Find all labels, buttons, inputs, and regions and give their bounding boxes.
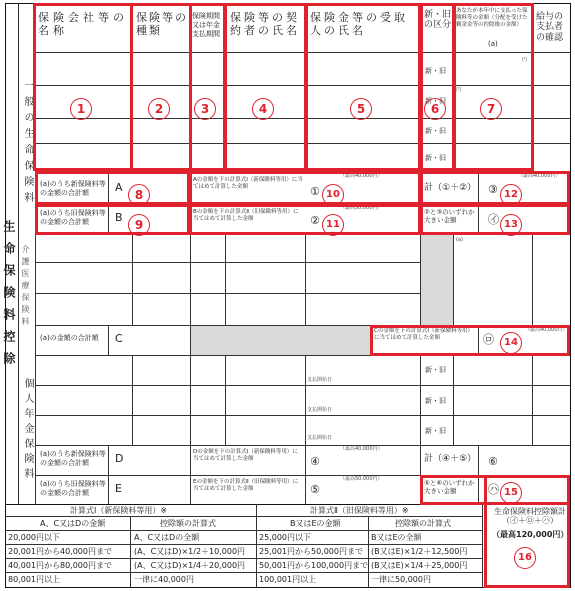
new-old-row2: 新・旧 — [425, 97, 446, 105]
marker-15: 15 — [500, 482, 522, 504]
highlight-new-old — [420, 3, 455, 171]
marker-8: 8 — [128, 184, 150, 206]
circ-i: ㋑ — [488, 213, 499, 226]
circ-4: ④ — [310, 455, 320, 468]
marker-14: 14 — [500, 332, 522, 354]
header-amount-unit: (a) — [488, 40, 498, 48]
sum-a-new-label: (a)のうち新保険料等の金額の合計額 — [40, 180, 106, 197]
marker-11: 11 — [322, 214, 344, 236]
c-shaded — [191, 326, 371, 355]
letter-a: A — [115, 181, 123, 194]
letter-c: C — [115, 332, 123, 345]
highlight-type — [130, 3, 192, 171]
header-type: 保険等の種類 — [136, 11, 188, 37]
highlight-larger-23 — [420, 204, 570, 235]
sum-a-all: (a)の金額の合計額 — [40, 334, 99, 342]
header-period: 保険期間又は年金支払期間 — [192, 12, 220, 38]
highlight-company — [33, 3, 133, 171]
total-12: 計（①＋②） — [424, 183, 477, 193]
highlight-calc-c — [370, 325, 570, 356]
larger-23: ②と③のいずれか大きい金額 — [424, 208, 475, 224]
deduction-max: （最高120,000円） — [492, 530, 569, 539]
header-payer: 給与の支払者の確認 — [536, 12, 564, 43]
sum-a-old-label: (a)のうち旧保険料等の金額の合計額 — [40, 209, 106, 226]
new-old-row3: 新・旧 — [425, 127, 446, 135]
total-45: 計（④＋⑤） — [424, 454, 477, 464]
highlight-sum-a — [35, 171, 190, 205]
circ-ha: ㋩ — [488, 483, 499, 496]
header-amount: あなたが本年中に支払った保険料等の金額（分配を受けた剰余金等の控除後の金額） — [456, 8, 528, 28]
marker-10: 10 — [322, 184, 344, 206]
marker-7: 7 — [480, 98, 502, 120]
section-pension: 個人年金保険料 — [22, 378, 33, 483]
header-recipient: 保険金等の受取人の氏名 — [310, 11, 408, 37]
calc-new-d: Dの金額を下の計算式Ⅰ（新保険料等用）に当てはめて計算した金額 — [193, 449, 298, 462]
circ-1: ① — [310, 185, 320, 198]
marker-2: 2 — [148, 98, 170, 120]
new-old-row4: 新・旧 — [425, 154, 446, 162]
letter-e: E — [115, 482, 122, 495]
marker-4: 4 — [252, 98, 274, 120]
calc-old-e: Eの金額を下の計算式Ⅱ（旧保険料等用）に当てはめて計算した金額 — [193, 479, 299, 492]
highlight-contractor — [224, 3, 307, 171]
highlight-deduction-total — [484, 475, 570, 588]
deduction-total-label: 生命保険料控除額計（㋑＋㋺＋㋩） — [494, 507, 566, 526]
life-insurance-deduction-form: 生命保険料控除 一般の生命保険料 介護医療保険料 個人年金保険料 保険会社等の名称 保険等の種類 保険期間又は年金支払期間 保険等の契約者の氏名 保険金等の受取人の氏名 新・旧の区分 あなたが本年中に支払った保険料等の金額（分配を受けた剰余金等の控除後の金額） (a) 給与の支払者の確認 新・旧 新・旧 新・旧 新・旧 円 円 (a)のうち新保険料等の金額の合計額 A (a)のうち旧保険料等の金額の合計額 B Aの金額を下の計算式Ⅰ（新保険料等用）に当てはめて計算した金額 Bの金額を下の計算式Ⅱ（旧保険料等用）に当てはめて計算した金額 ① ② （最高40,000円） （最高50,000円） 計（①＋②） ③ （最高40,000円） ②と③のいずれか大きい金額 ㋑ (a) (a)の金額の合計額 C Cの金額を下の計算式Ⅰ（新保険料等用）に当てはめて計算した金額 ㋺ （最高40,000円） 新・旧 新・旧 新・旧 支払開始日 支払開始日 支払開始日 (a)のうち新保険料等の金額の合計額 D (a)のうち旧保険料等の金額の合計額 E Dの金額を下の計算式Ⅰ（新保険料等用）に当てはめて計算した金額 Eの金額を下の計算式Ⅱ（旧保険料等用）に当てはめて計算した金額 ④ ⑤ （最高40,000円） （最高50,000円） 計（④＋⑤） ⑥ ⑤と⑥のいずれか大きい金額 ㋩ 計算式Ⅰ（新保険料等用）※ 計算式Ⅱ（旧保険料等用）※ A、C又はDの金額 控除額の計算式 B又はEの金額 控除額の計算式 20,000円以下 A、C又はDの全額 20,001円から40,000円まで (A、C又はD)×1/2＋10,000円 40,001円から80,000円まで (A、C又はD)×1/4＋20,000円 80,001円以上 一律に40,000円 25,000円以下 B又はEの全額 25,001円から50,000円まで (B又はE)×1/2＋12,500円 50,001円から100,000円まで (B又はE)×1/4＋25,000円 100,001円以上 一律に50,000円 生命保険料控除額計（㋑＋㋺＋㋩） （最高120,000円） 1 2 3 4 5 6 7 8 9 10 11 12 13 14 15 16 — [0, 0, 575, 591]
marker-1: 1 — [70, 98, 92, 120]
sum-d-label: (a)のうち新保険料等の金額の合計額 — [40, 450, 106, 467]
frame-right — [570, 3, 571, 588]
highlight-amount — [453, 3, 534, 171]
larger-56: ⑤と⑥のいずれか大きい金額 — [424, 479, 475, 495]
section-general: 一般の生命保険料 — [22, 80, 33, 208]
circ-2: ② — [310, 214, 320, 227]
header-company: 保険会社等の名称 — [38, 11, 128, 37]
circ-3: ③ — [488, 183, 498, 196]
formula2-title: 計算式Ⅱ（旧保険料等用）※ — [310, 506, 409, 515]
marker-6: 6 — [424, 98, 446, 120]
care-shaded — [421, 235, 453, 325]
header-new-old: 新・旧の区分 — [424, 10, 452, 31]
sum-e-label: (a)のうち旧保険料等の金額の合計額 — [40, 480, 106, 497]
letter-d: D — [115, 452, 124, 465]
calc-c: Cの金額を下の計算式Ⅰ（新保険料等用）に当てはめて計算した金額 — [374, 328, 473, 341]
circ-ro: ㋺ — [483, 333, 494, 346]
highlight-recipient — [305, 3, 421, 171]
highlight-total-12 — [420, 171, 570, 205]
highlight-period — [189, 3, 226, 171]
calc-new-a: Aの金額を下の計算式Ⅰ（新保険料等用）に当てはめて計算した金額 — [193, 177, 303, 190]
letter-b: B — [115, 211, 123, 224]
marker-16: 16 — [514, 547, 536, 569]
calc-old-b: Bの金額を下の計算式Ⅱ（旧保険料等用）に当てはめて計算した金額 — [193, 209, 299, 222]
section-care: 介護医療保険料 — [21, 245, 30, 329]
marker-13: 13 — [500, 214, 522, 236]
circ-5: ⑤ — [310, 483, 320, 496]
highlight-calc-b — [189, 204, 421, 235]
header-contractor: 保険等の契約者の氏名 — [230, 11, 300, 37]
marker-12: 12 — [500, 184, 522, 206]
highlight-sum-b — [35, 204, 190, 235]
new-old-row1: 新・旧 — [425, 67, 446, 75]
circ-6: ⑥ — [488, 455, 498, 468]
formula1-title: 計算式Ⅰ（新保険料等用）※ — [70, 506, 168, 515]
highlight-calc-a — [189, 171, 421, 205]
section-life-deduction: 生命保険料控除 — [2, 220, 16, 374]
marker-9: 9 — [128, 214, 150, 236]
marker-5: 5 — [350, 98, 372, 120]
marker-3: 3 — [194, 98, 216, 120]
